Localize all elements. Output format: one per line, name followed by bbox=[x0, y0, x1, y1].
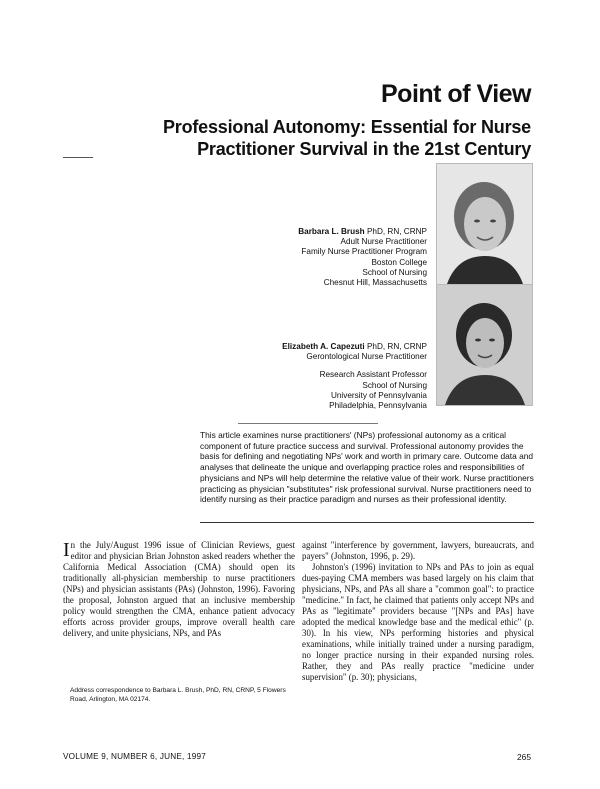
author-credentials: PhD, RN, CRNP bbox=[364, 227, 427, 236]
author-affiliation-line: Chesnut Hill, Massachusetts bbox=[323, 278, 427, 288]
author-affiliation-line: School of Nursing bbox=[362, 380, 427, 390]
journal-issue-footer: VOLUME 9, NUMBER 6, JUNE, 1997 bbox=[63, 752, 206, 761]
correspondence-footnote: Address correspondence to Barbara L. Brush, PhD, RN, CRNP, 5 Flowers Road, Arlington, MA 02174. bbox=[70, 687, 286, 703]
drop-cap: I bbox=[63, 539, 70, 561]
author-name: Elizabeth A. Capezuti bbox=[282, 342, 365, 351]
section-title: Point of View bbox=[381, 80, 531, 108]
page-number: 265 bbox=[517, 752, 531, 762]
author-affiliation-line: Philadelphia, Pennsylvania bbox=[329, 401, 427, 411]
article-title bbox=[163, 116, 531, 160]
author-photo-capezuti bbox=[436, 284, 533, 406]
author-info-capezuti bbox=[282, 342, 427, 411]
author-affiliation-line: Family Nurse Practitioner Program bbox=[301, 247, 427, 257]
author-affiliation-line: Research Assistant Professor bbox=[319, 370, 427, 380]
author-affiliation-line: University of Pennsylvania bbox=[330, 390, 427, 400]
body-paragraph: against "interference by government, lawyers, bureaucrats, and payers" (Johnston, 1996, p. 29). bbox=[302, 540, 534, 561]
body-column-left bbox=[63, 540, 295, 639]
author-affiliation-line: School of Nursing bbox=[362, 267, 427, 277]
body-paragraph: Johnston's (1996) invitation to NPs and PAs to join as equal dues-paying CMA members was based largely on his claim that physicians, NPs, and PAs all share a "common goal": to practice "medicine." In fact, he claimed that patients only accept NPs and PAs as "legitimate" providers because "[NPs and PAs] have adopted the medical knowledge base and the medical ethic" (p. 30). In his view, NPs performing histories and physical examinations, while initially trained under a nursing paradigm, no longer practice nursing in their expanded nursing roles. Rather, they and PAs really practice "medicine under supervision" (p. 30); physicians, bbox=[302, 562, 534, 682]
author-photo-brush bbox=[436, 163, 533, 285]
author-credentials: PhD, RN, CRNP bbox=[364, 342, 427, 351]
body-column-right bbox=[302, 540, 534, 683]
author-affiliation-line: Boston College bbox=[371, 257, 427, 267]
title-rule bbox=[63, 157, 93, 158]
author-name: Barbara L. Brush bbox=[298, 227, 365, 236]
article-title-line-2: Practitioner Survival in the 21st Century bbox=[197, 139, 531, 159]
author-info-brush bbox=[298, 227, 427, 288]
author-affiliation-line: Gerontological Nurse Practitioner bbox=[306, 352, 427, 362]
abstract-rule-top bbox=[238, 423, 378, 424]
author-affiliation-line: Adult Nurse Practitioner bbox=[340, 237, 427, 247]
abstract: This article examines nurse practitioners' (NPs) professional autonomy as a critical component of future practice success and survival. Professional autonomy provides the basis for defining and negotiating NPs' work and worth in primary care. Outcome data and analyses that delineate the unique and overlapping practice roles and responsibilities of physicians and NPs will help determine the relative value of their work. Nurse practitioners practicing as physician "substitutes" risk professional survival. Nurse practitioners need to identify nursing as their practice paradigm and nurses as their professional identity. bbox=[200, 430, 534, 505]
abstract-rule-bottom bbox=[200, 522, 534, 523]
article-title-line-1: Professional Autonomy: Essential for Nurse bbox=[162, 117, 531, 137]
body-paragraph: n the July/August 1996 issue of Clinician Reviews, guest editor and physician Brian Johnston asked readers whether the California Medical Association (CMA) should open its traditionally all-physician membership to nurse practitioners (NPs) and physician assistants (PAs) (Johnston, 1996). Favoring the proposal, Johnston argued that an inclusive membership policy would strengthen the CMA, enhance patient advocacy efforts across provider groups, improve overall health care delivery, and unite physicians, NPs, and PAs bbox=[63, 540, 295, 638]
